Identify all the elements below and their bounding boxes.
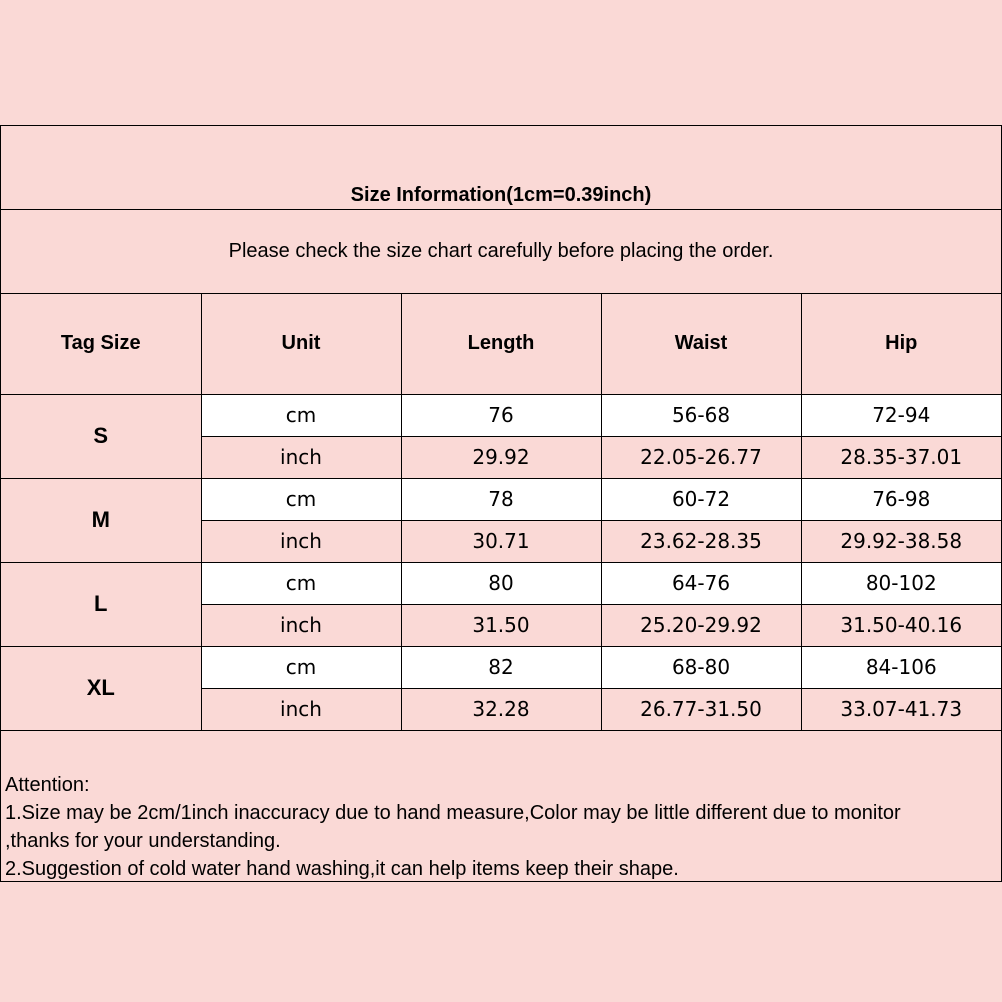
length-cell: 76 (401, 394, 601, 436)
header-hip: Hip (801, 294, 1001, 394)
header-waist: Waist (601, 294, 801, 394)
attention-line-1: 1.Size may be 2cm/1inch inaccuracy due to hand measure,Color may be little different due to monitor (5, 802, 901, 824)
size-chart (0, 125, 1002, 882)
table-row (1, 478, 1001, 520)
length-cell: 78 (401, 478, 601, 520)
unit-cell: cm (201, 478, 401, 520)
tag-size-cell: S (1, 394, 201, 478)
hip-cell: 72-94 (801, 394, 1001, 436)
tag-size-cell: M (1, 478, 201, 562)
hip-cell: 31.50-40.16 (801, 604, 1001, 646)
length-cell: 31.50 (401, 604, 601, 646)
tag-size-cell: XL (1, 646, 201, 730)
waist-cell: 26.77-31.50 (601, 688, 801, 730)
attention-line-2: ,thanks for your understanding. (5, 830, 281, 852)
header-tag-size: Tag Size (1, 294, 201, 394)
waist-cell: 23.62-28.35 (601, 520, 801, 562)
unit-cell: cm (201, 394, 401, 436)
length-cell: 32.28 (401, 688, 601, 730)
unit-cell: inch (201, 688, 401, 730)
length-cell: 82 (401, 646, 601, 688)
waist-cell: 60-72 (601, 478, 801, 520)
waist-cell: 64-76 (601, 562, 801, 604)
unit-cell: cm (201, 646, 401, 688)
waist-cell: 56-68 (601, 394, 801, 436)
title-row (1, 126, 1001, 210)
table-row (1, 646, 1001, 688)
unit-cell: inch (201, 604, 401, 646)
attention-line-3: 2.Suggestion of cold water hand washing,it can help items keep their shape. (5, 858, 679, 880)
length-cell: 29.92 (401, 436, 601, 478)
waist-cell: 68-80 (601, 646, 801, 688)
unit-cell: inch (201, 436, 401, 478)
hip-cell: 28.35-37.01 (801, 436, 1001, 478)
hip-cell: 80-102 (801, 562, 1001, 604)
hip-cell: 84-106 (801, 646, 1001, 688)
size-table (1, 294, 1001, 731)
note-row (1, 210, 1001, 294)
header-length: Length (401, 294, 601, 394)
unit-cell: inch (201, 520, 401, 562)
hip-cell: 29.92-38.58 (801, 520, 1001, 562)
attention-heading: Attention: (5, 774, 90, 796)
chart-title: Size Information(1cm=0.39inch) (350, 184, 652, 206)
length-cell: 80 (401, 562, 601, 604)
table-row (1, 562, 1001, 604)
header-unit: Unit (201, 294, 401, 394)
waist-cell: 25.20-29.92 (601, 604, 801, 646)
waist-cell: 22.05-26.77 (601, 436, 801, 478)
tag-size-cell: L (1, 562, 201, 646)
hip-cell: 76-98 (801, 478, 1001, 520)
table-header-row (1, 294, 1001, 394)
size-note: Please check the size chart carefully before placing the order. (228, 240, 774, 262)
hip-cell: 33.07-41.73 (801, 688, 1001, 730)
length-cell: 30.71 (401, 520, 601, 562)
table-row (1, 394, 1001, 436)
unit-cell: cm (201, 562, 401, 604)
attention-section (1, 730, 1001, 881)
